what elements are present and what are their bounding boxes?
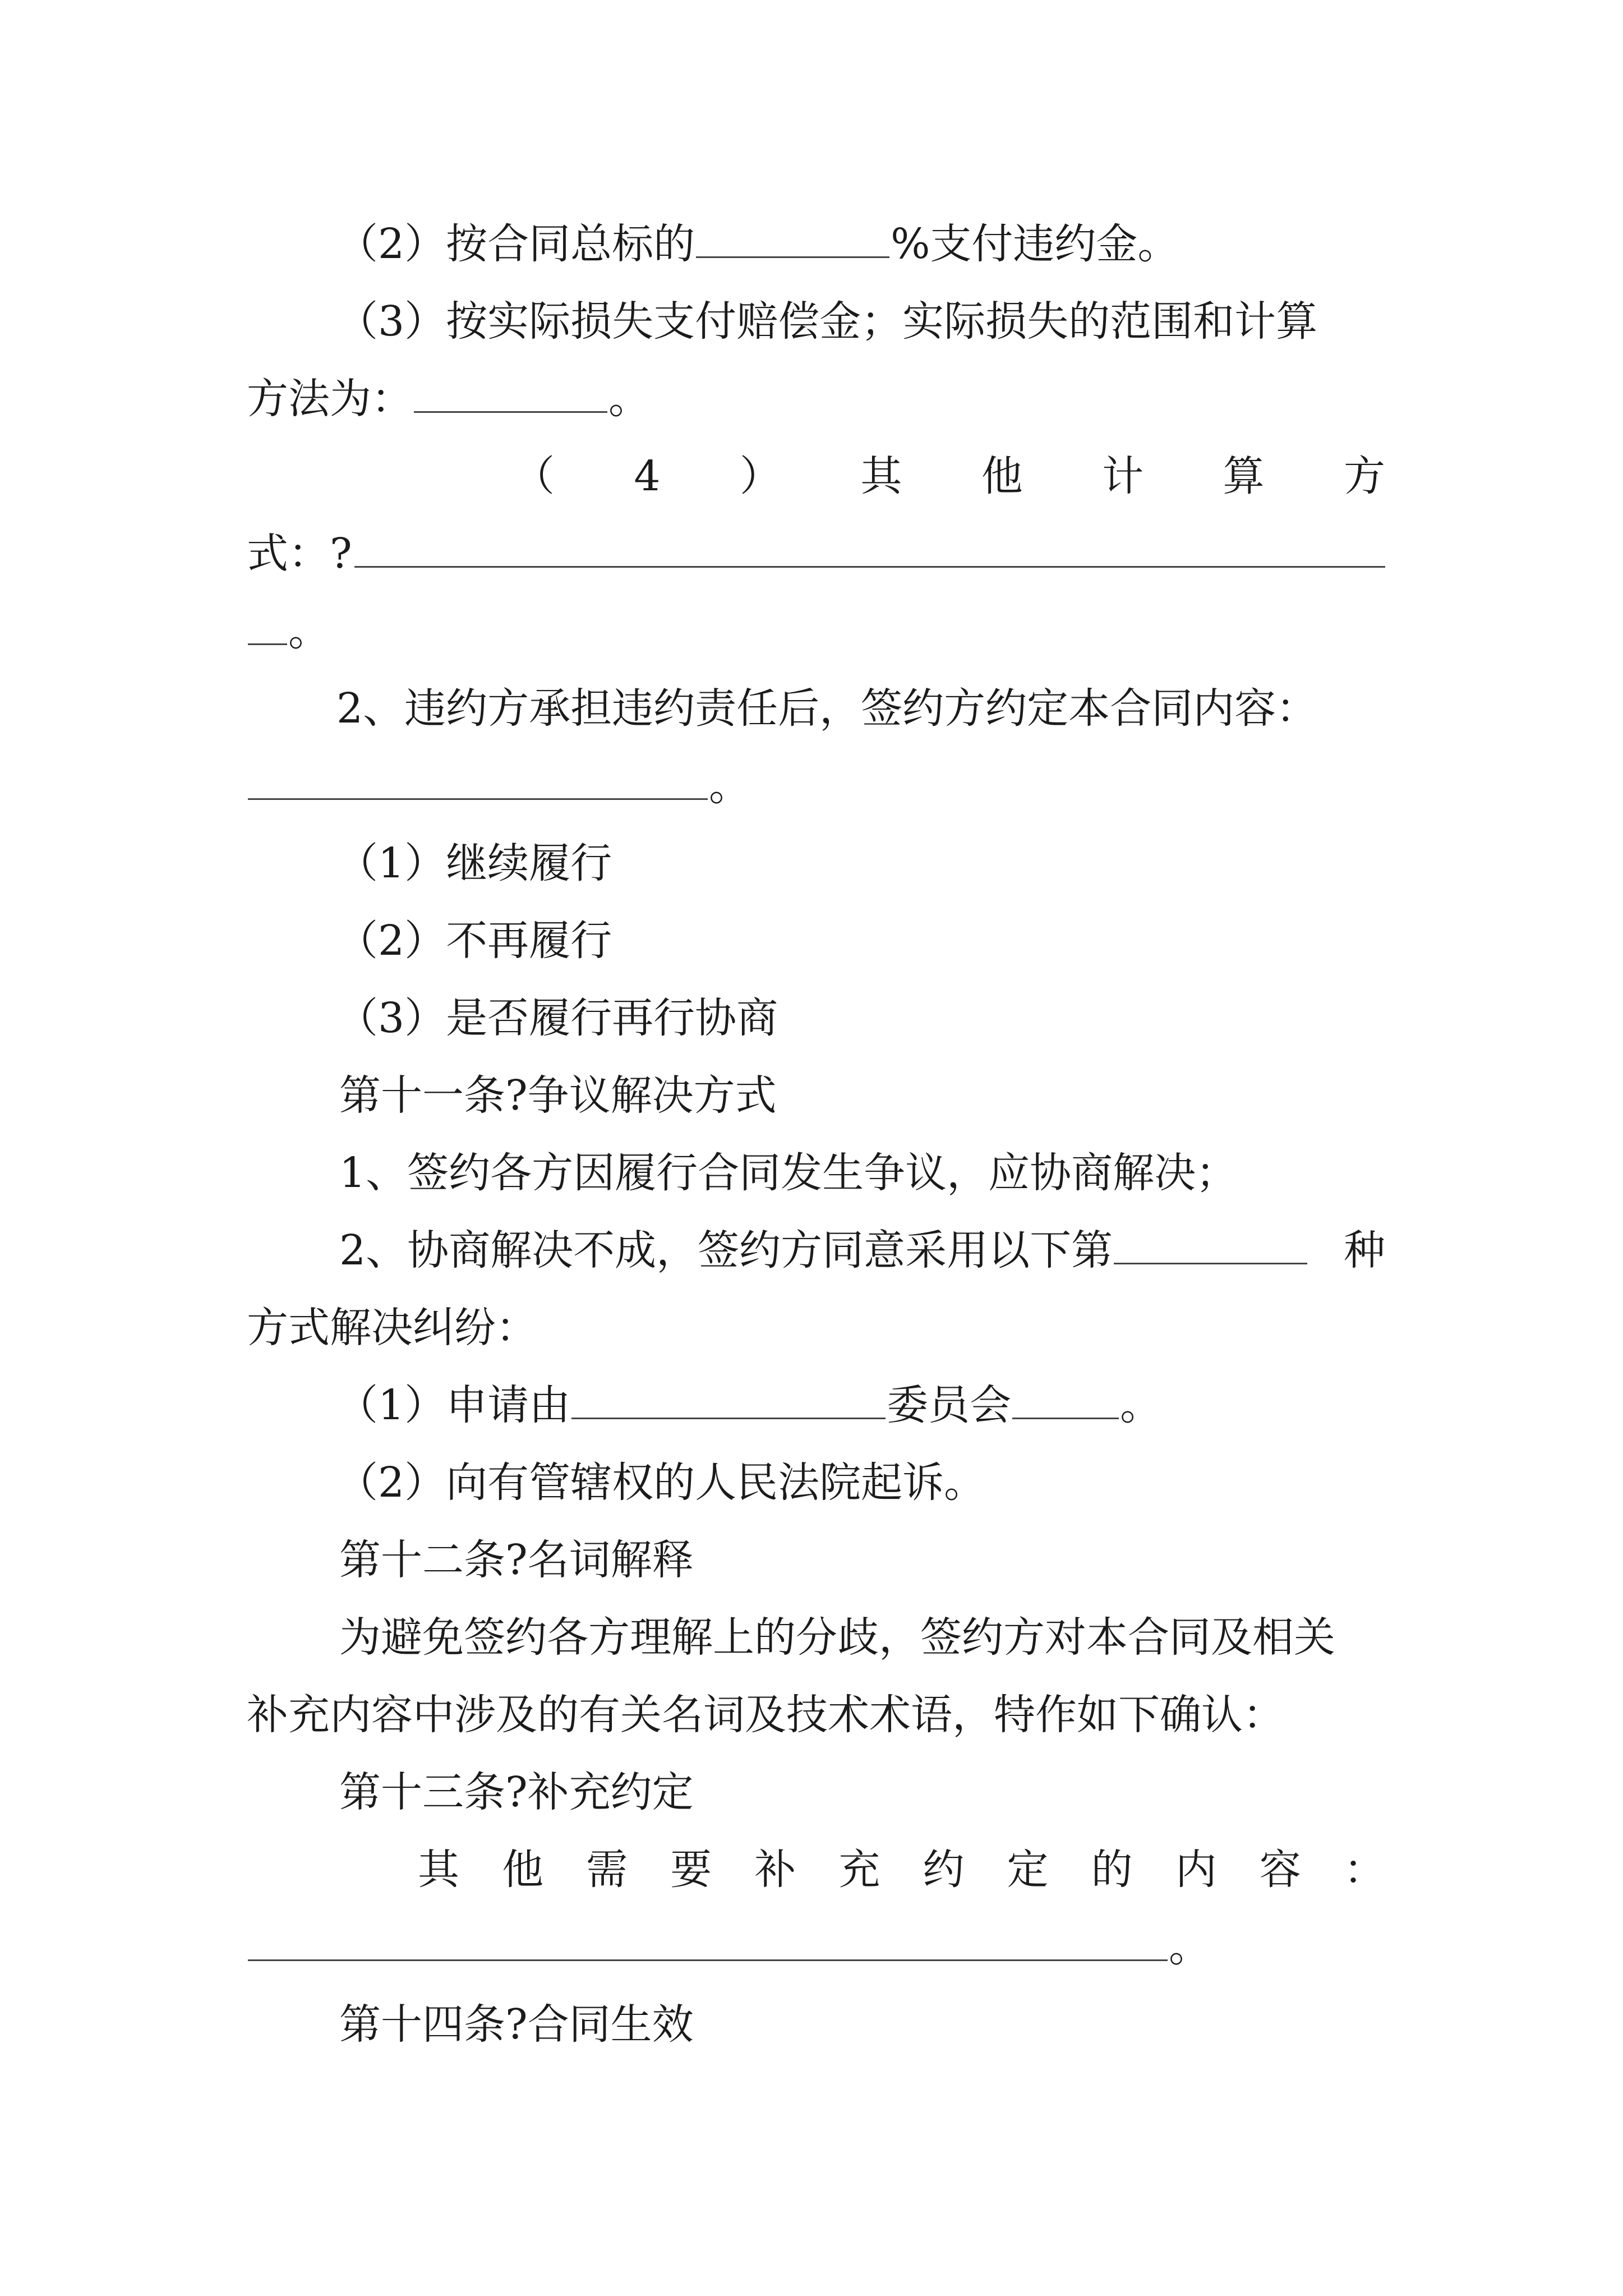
- article-12-heading: 第十二条?名词解释: [339, 1536, 694, 1584]
- option-stop: （2）不再履行: [336, 917, 612, 965]
- article-12-paragraph-cont: 补充内容中涉及的有关名词及技术术语，特作如下确认：: [247, 1691, 1284, 1739]
- blank-field[interactable]: [248, 760, 708, 800]
- article-11-heading: 第十一条?争议解决方式: [339, 1071, 777, 1120]
- blank-field[interactable]: [354, 528, 1385, 568]
- article-13-other-content: 其 他 需 要 补 充 约 定 的 内 容 ：: [418, 1846, 1385, 1894]
- clause-after-breach: 2、违约方承担违约责任后，签约方约定本合同内容：: [336, 684, 1318, 733]
- blank-field[interactable]: [571, 1379, 886, 1419]
- blank-field[interactable]: [248, 605, 287, 645]
- clause-other-method: （ 4 ） 其 他 计 算 方: [513, 452, 1385, 500]
- article-13-heading: 第十三条?补充约定: [339, 1768, 694, 1816]
- clause-actual-loss: （3）按实际损失支付赔偿金；实际损失的范围和计算: [336, 297, 1318, 346]
- article-11-item-1: 1、签约各方因履行合同发生争议，应协商解决；: [339, 1149, 1238, 1197]
- article-11-item-2: 2、协商解决不成，签约方同意采用以下第 种: [339, 1220, 1385, 1281]
- clause-actual-loss-cont: 方法为： 。: [247, 368, 1385, 430]
- blank-field[interactable]: [1012, 1379, 1119, 1419]
- option-continue: （1）继续履行: [336, 839, 612, 887]
- clause-other-method-cont: 式：?: [247, 523, 1385, 585]
- blank-field[interactable]: [1114, 1225, 1307, 1264]
- article-13-content-cont: 。: [247, 1916, 1385, 1978]
- blank-field[interactable]: [248, 1921, 1168, 1961]
- article-11-option-1: （1）申请由 委员会 。: [336, 1374, 1385, 1436]
- option-negotiate: （3）是否履行再行协商: [336, 994, 778, 1042]
- article-14-heading: 第十四条?合同生效: [339, 2000, 694, 2049]
- article-12-paragraph: 为避免签约各方理解上的分歧，签约方对本合同及相关: [339, 1613, 1335, 1662]
- clause-after-breach-cont: 。: [247, 755, 1385, 817]
- clause-penalty-rate: （2）按合同总标的 %支付违约金。: [336, 213, 1385, 275]
- blank-field[interactable]: [696, 218, 889, 258]
- clause-other-method-end: 。: [247, 600, 1385, 662]
- article-11-item-2-cont: 方式解决纠纷：: [247, 1304, 537, 1352]
- blank-field[interactable]: [414, 373, 607, 413]
- article-11-option-2: （2）向有管辖权的人民法院起诉。: [336, 1458, 986, 1507]
